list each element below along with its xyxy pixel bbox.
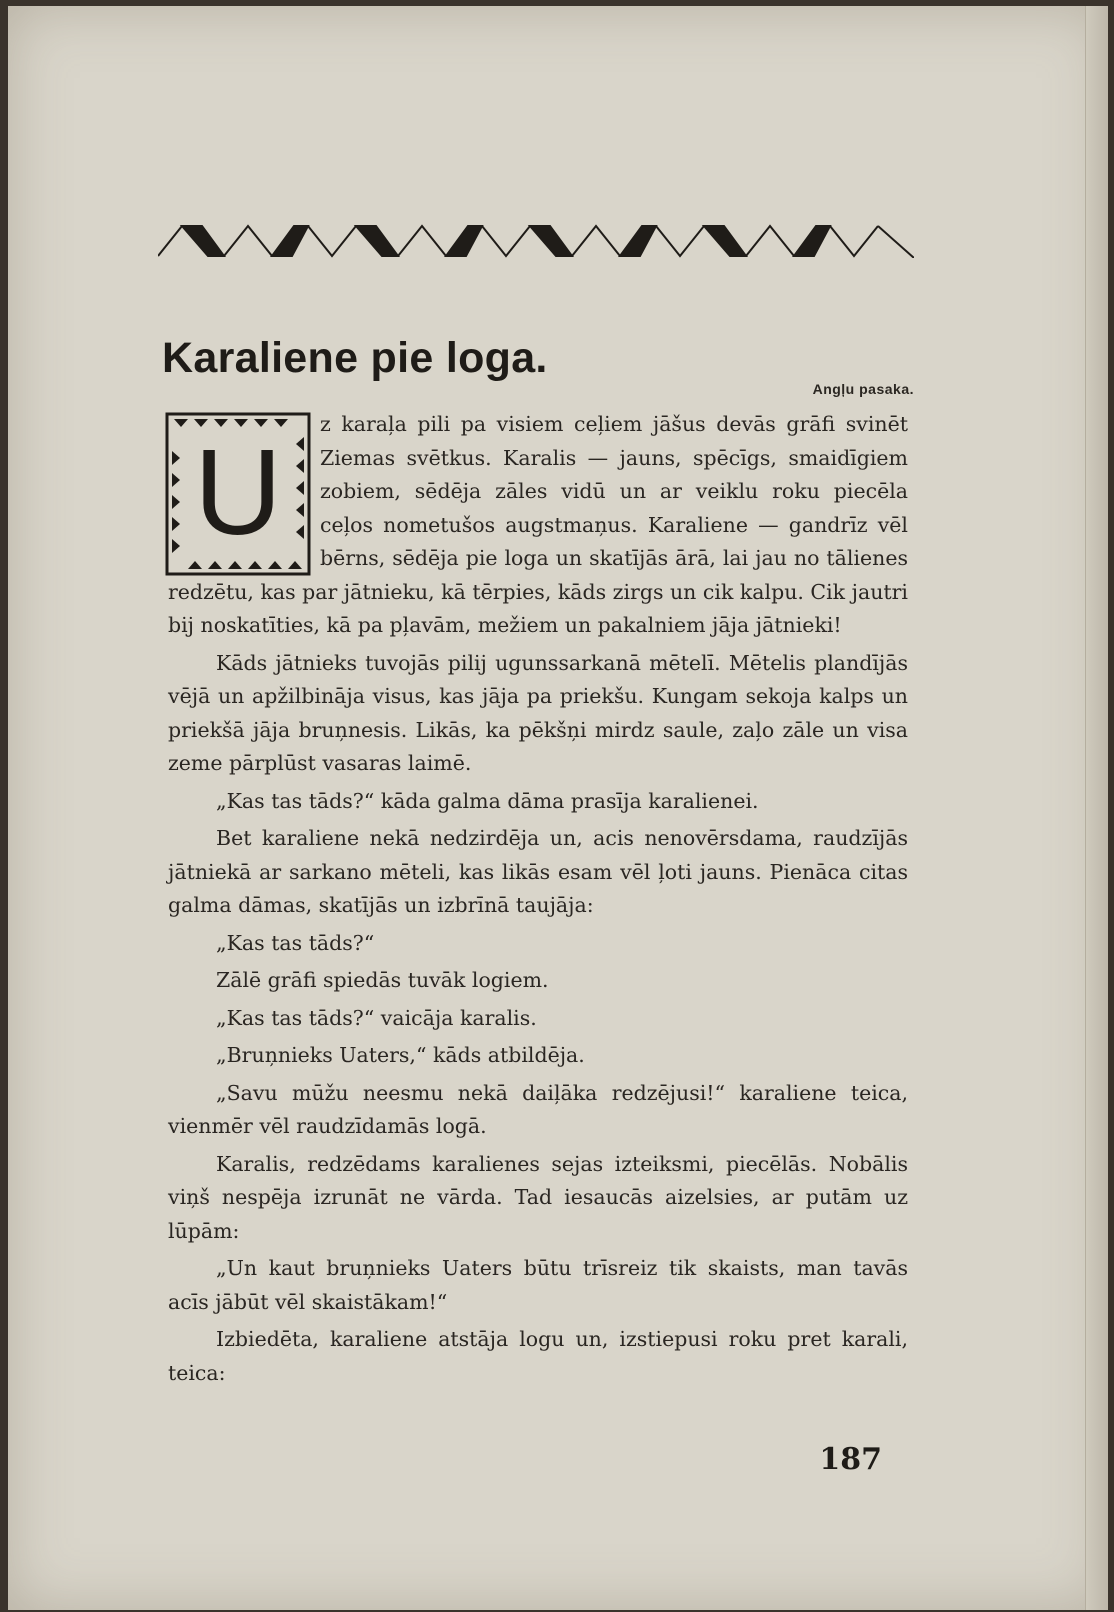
paragraph: Bet karaliene nekā nedzirdēja un, acis nenovērsdama, raudzījās jātniekā ar sarkano mēteli, kas likās esam vēl ļoti jauns. Pienāca citas galma dāmas, skatījās un izbrīnā taujāja:	[168, 826, 908, 917]
story-title: Karaliene pie loga.	[162, 334, 548, 382]
paragraph: „Un kaut bruņnieks Uaters būtu trīsreiz tik skaists, man tavās acīs jābūt vēl skaistākam!“	[168, 1256, 908, 1314]
page-edge	[1085, 6, 1108, 1610]
dropcap-letter: U	[193, 424, 283, 560]
paragraph: Karalis, redzēdams karalienes sejas izteiksmi, piecēlās. Nobālis viņš nespēja izrunāt ne vārda. Tad iesaucās aizelsies, ar putām uz lūpām:	[168, 1151, 908, 1243]
paragraph: „Kas tas tāds?“	[216, 930, 375, 955]
book-page	[8, 6, 1108, 1610]
paragraph: „Savu mūžu neesmu nekā daiļāka redzējusi!“ karaliene teica, vienmēr vēl raudzīdamās logā.	[168, 1080, 908, 1138]
page-number: 187	[819, 1442, 882, 1477]
paragraph: „Kas tas tāds?“ vaicāja karalis.	[216, 1005, 537, 1030]
story-subtitle: Angļu pasaka.	[812, 381, 914, 397]
paragraph: z karaļa pili pa visiem ceļiem jāšus devās grāfi svinēt Ziemas svētkus. Karalis — jauns, spēcīgs, smaidīgiem zobiem, sēdēja zāles vidū un ar veiklu roku piecēla ceļos nometušos augstmaņus. Karaliene — gandrīz vēl bērns, sēdēja pie loga un skatījās ārā, lai jau no tālienes redzētu, kas par jātnieku, kā tērpies, kāds zirgs un cik kalpu. Cik jautri bij noskatīties, kā pa pļavām, mežiem un pakalniem jāja jātnieki!	[168, 412, 908, 637]
paragraph: Kāds jātnieks tuvojās pilij ugunssarkanā mētelī. Mētelis plandījās vējā un apžilbināja visus, kas jāja pa priekšu. Kungam sekoja kalps un priekšā jāja bruņnesis. Likās, ka pēkšņi mirdz saule, zaļo zāle un visa zeme pārplūst vasaras laimē.	[168, 650, 908, 775]
paragraph: Zālē grāfi spiedās tuvāk logiem.	[216, 968, 549, 992]
story-body	[168, 408, 908, 1390]
decorative-border-ornament	[158, 222, 914, 258]
paragraph: „Kas tas tāds?“ kāda galma dāma prasīja karalienei.	[216, 788, 759, 813]
paragraph: Izbiedēta, karaliene atstāja logu un, izstiepusi roku pret karali, teica:	[168, 1327, 908, 1385]
paragraph: „Bruņnieks Uaters,“ kāds atbildēja.	[216, 1043, 585, 1067]
